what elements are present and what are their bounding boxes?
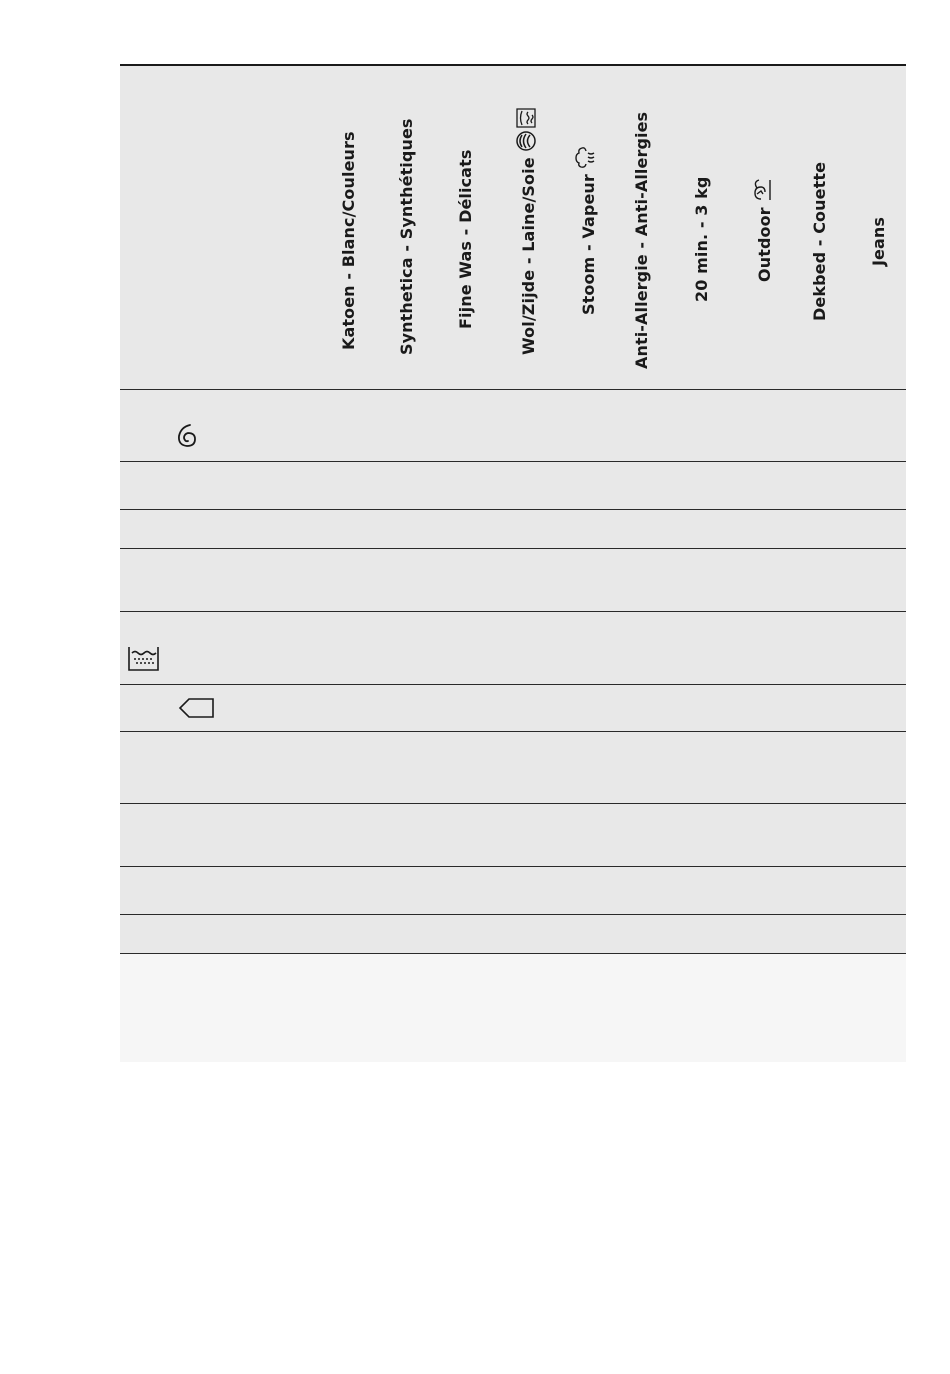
row-divider bbox=[120, 389, 906, 390]
column-header-anti-allergie: Anti-Allergie - Anti-Allergies bbox=[632, 111, 651, 369]
row-divider bbox=[120, 611, 906, 612]
row-divider bbox=[120, 803, 906, 804]
outdoor-icon bbox=[751, 178, 777, 202]
spin-icon bbox=[176, 423, 200, 453]
column-header-outdoor: Outdoor bbox=[751, 178, 777, 282]
row-divider bbox=[120, 509, 906, 510]
steam-icon bbox=[575, 145, 601, 169]
column-header-fijne-was: Fijne Was - Délicats bbox=[456, 149, 475, 329]
table-top-rule bbox=[120, 64, 906, 66]
column-header-synthetica: Synthetica - Synthétiques bbox=[397, 118, 416, 355]
table-background bbox=[120, 64, 906, 1062]
prewash-tub-icon bbox=[127, 644, 160, 676]
column-header-wol-zijde: Wol/Zijde - Laine/Soie bbox=[514, 106, 542, 355]
row-divider bbox=[120, 548, 906, 549]
column-header-jeans: Jeans bbox=[869, 216, 888, 266]
row-divider bbox=[120, 731, 906, 732]
row-divider bbox=[120, 461, 906, 462]
column-header-stoom: Stoom - Vapeur bbox=[575, 145, 601, 315]
woolmark-hand-wash-icon bbox=[514, 106, 542, 152]
column-header-dekbed: Dekbed - Couette bbox=[810, 161, 829, 321]
time-tag-icon bbox=[178, 697, 215, 723]
row-divider bbox=[120, 914, 906, 915]
row-divider bbox=[120, 866, 906, 867]
column-header-20min: 20 min. - 3 kg bbox=[692, 176, 711, 302]
column-header-katoen: Katoen - Blanc/Couleurs bbox=[339, 131, 358, 350]
row-divider bbox=[120, 684, 906, 685]
table-footer-area bbox=[120, 954, 906, 1062]
